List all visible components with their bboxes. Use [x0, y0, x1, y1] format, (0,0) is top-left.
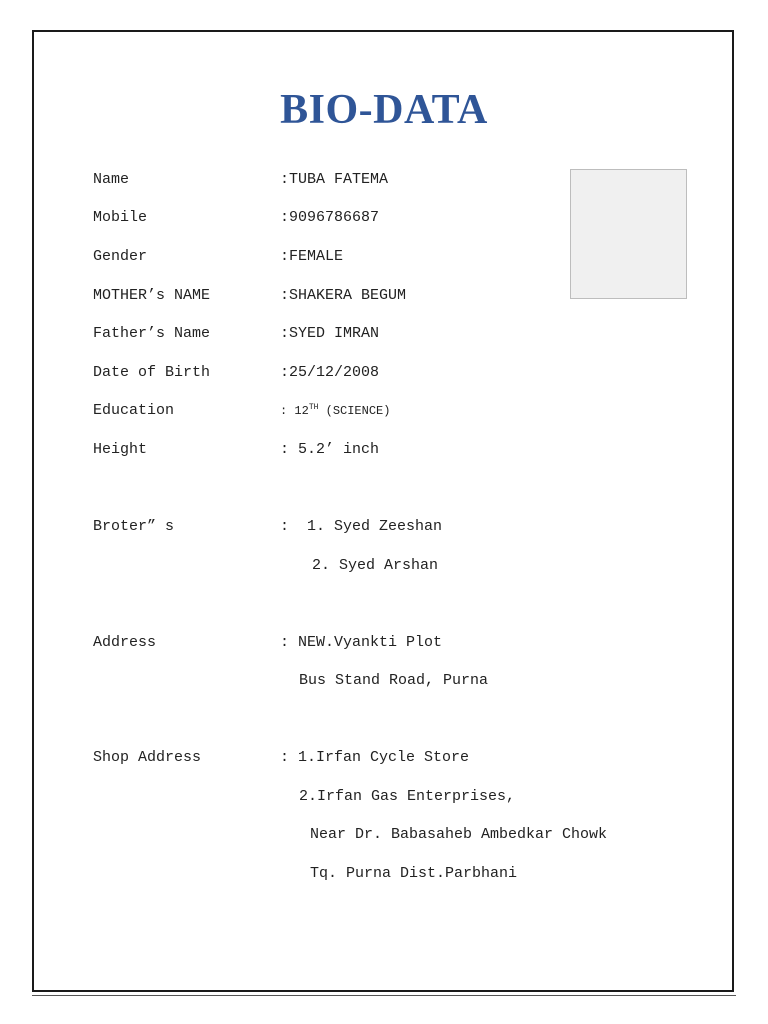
address-line-2: Bus Stand Road, Purna: [299, 672, 489, 689]
field-value: :25/12/2008: [280, 364, 380, 381]
field-value: :TUBA FATEMA: [280, 171, 389, 188]
shop-address-line-4: Tq. Purna Dist.Parbhani: [310, 865, 518, 882]
field-label: Mobile: [93, 209, 148, 226]
field-value: :SHAKERA BEGUM: [280, 287, 407, 304]
education-prefix: : 12: [280, 404, 309, 418]
shop-address-line-2: 2.Irfan Gas Enterprises,: [299, 788, 516, 805]
field-label: Broter” s: [93, 518, 175, 535]
field-height: [93, 440, 380, 500]
field-label: Shop Address: [93, 749, 202, 766]
brothers-second: 2. Syed Arshan: [312, 557, 439, 574]
field-label: Father’s Name: [93, 325, 211, 342]
field-label: Education: [93, 402, 175, 419]
shop-address-line-3: Near Dr. Babasaheb Ambedkar Chowk: [310, 826, 608, 843]
field-value: :9096786687: [280, 209, 380, 226]
education-suffix: (SCIENCE): [318, 404, 391, 418]
field-label: Name: [93, 171, 130, 188]
field-label: MOTHER’s NAME: [93, 287, 211, 304]
page-title: BIO-DATA: [280, 87, 488, 133]
field-label: Address: [93, 634, 157, 651]
field-value: :SYED IMRAN: [280, 325, 380, 342]
field-value: : 1. Syed Zeeshan: [280, 518, 443, 535]
field-label: Height: [93, 441, 148, 458]
field-value: :FEMALE: [280, 248, 344, 265]
field-value: : 1.Irfan Cycle Store: [280, 749, 470, 766]
photo-placeholder: [570, 169, 687, 299]
field-value: : 5.2’ inch: [280, 441, 380, 458]
field-label: Gender: [93, 248, 148, 265]
field-value: : NEW.Vyankti Plot: [280, 634, 443, 651]
education-superscript: TH: [308, 403, 319, 412]
bottom-rule: [32, 995, 736, 996]
field-label: Date of Birth: [93, 364, 211, 381]
field-value: [280, 401, 390, 421]
